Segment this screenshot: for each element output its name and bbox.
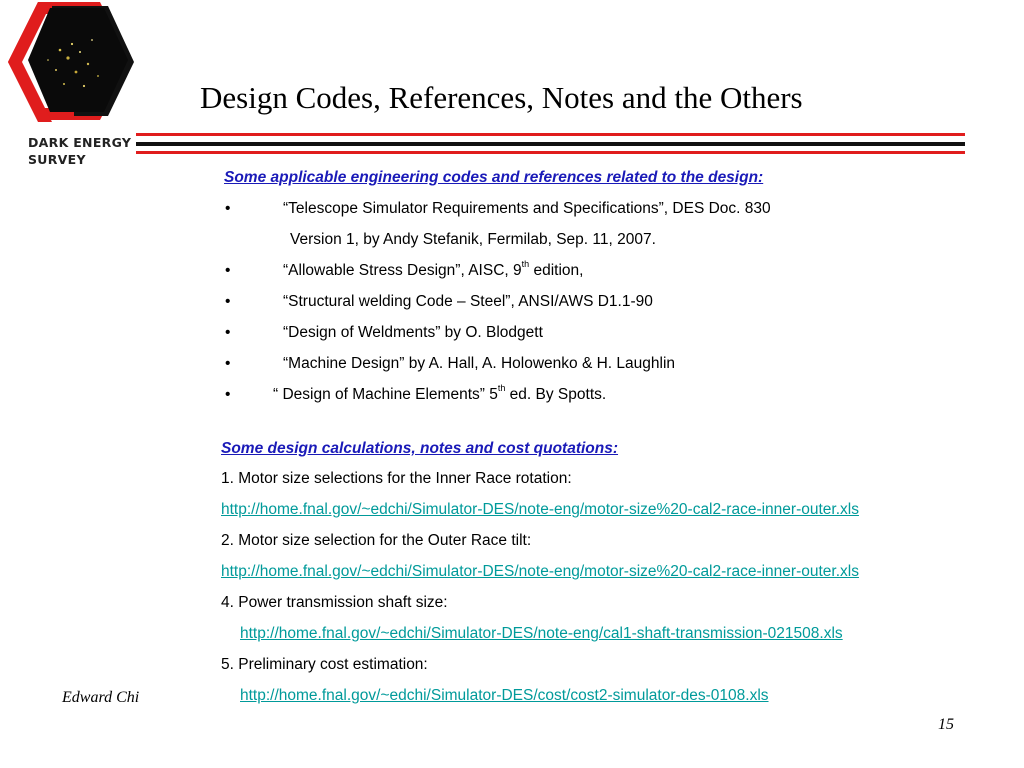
calculation-label: 5. Preliminary cost estimation: <box>221 656 428 673</box>
page-number: 15 <box>938 716 954 733</box>
reference-text: “ Design of Machine Elements” 5th ed. By Spotts. <box>273 382 607 403</box>
bullet: • <box>225 200 231 217</box>
bullet: • <box>225 324 231 341</box>
calculation-label: 2. Motor size selection for the Outer Race tilt: <box>221 532 532 549</box>
logo-line-1: DARK ENERGY <box>28 135 132 150</box>
reference-text: “Allowable Stress Design”, AISC, 9th edition, <box>283 258 584 279</box>
bullet: • <box>225 293 231 310</box>
calculation-label: 4. Power transmission shaft size: <box>221 594 448 611</box>
bullet: • <box>225 355 231 372</box>
calculation-link[interactable]: http://home.fnal.gov/~edchi/Simulator-DES/note-eng/motor-size%20-cal2-race-inner-outer.xls <box>221 501 859 518</box>
reference-text: “Design of Weldments” by O. Blodgett <box>283 324 543 341</box>
reference-text: “Structural welding Code – Steel”, ANSI/AWS D1.1-90 <box>283 293 653 310</box>
bullet: • <box>225 262 231 279</box>
calculation-link[interactable]: http://home.fnal.gov/~edchi/Simulator-DES/note-eng/cal1-shaft-transmission-021508.xls <box>240 625 843 642</box>
page-title: Design Codes, References, Notes and the Others <box>200 80 803 115</box>
calculation-link[interactable]: http://home.fnal.gov/~edchi/Simulator-DES/cost/cost2-simulator-des-0108.xls <box>240 687 769 704</box>
reference-text: “Telescope Simulator Requirements and Specifications”, DES Doc. 830 <box>283 200 771 217</box>
calculation-link[interactable]: http://home.fnal.gov/~edchi/Simulator-DES/note-eng/motor-size%20-cal2-race-inner-outer.xls <box>221 563 859 580</box>
calculations-heading: Some design calculations, notes and cost quotations: <box>221 440 619 457</box>
reference-text: “Machine Design” by A. Hall, A. Holowenko & H. Laughlin <box>283 355 676 372</box>
calculation-label: 1. Motor size selections for the Inner Race rotation: <box>221 470 572 487</box>
logo-line-2: SURVEY <box>28 152 86 167</box>
bullet: • <box>225 386 231 403</box>
reference-continuation: Version 1, by Andy Stefanik, Fermilab, Sep. 11, 2007. <box>290 231 656 248</box>
author-name: Edward Chi <box>62 689 140 706</box>
references-heading: Some applicable engineering codes and references related to the design: <box>224 169 764 186</box>
